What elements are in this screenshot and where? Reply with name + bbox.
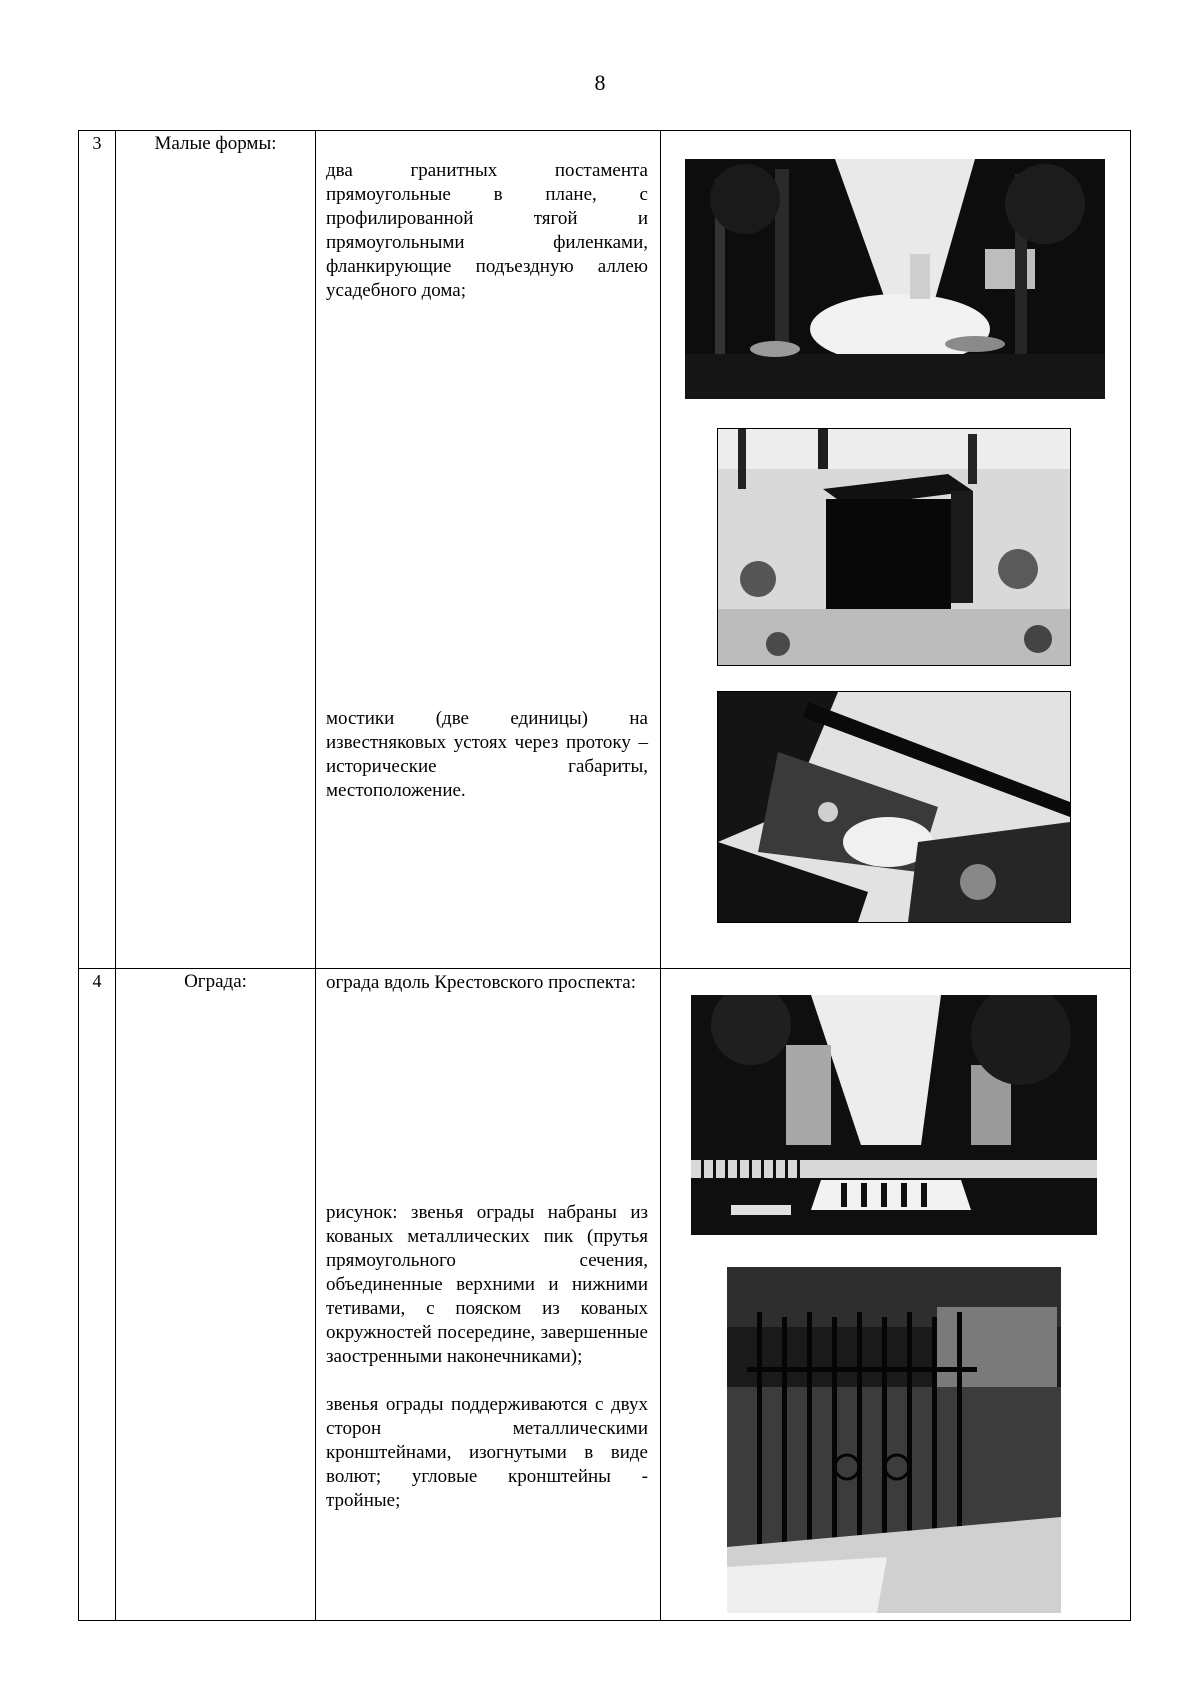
- alley-photo: [685, 159, 1105, 399]
- description-paragraph: мостики (две единицы) на известняковых устоях через протоку – исторические габариты, местоположение.: [326, 708, 648, 801]
- photo-cell: [661, 969, 1131, 1621]
- fence-detail-photo: [727, 1267, 1061, 1613]
- table-row: [79, 131, 1131, 969]
- table-row: [79, 969, 1131, 1621]
- row-description: [316, 969, 661, 1621]
- row-title: Ограда:: [116, 969, 316, 1621]
- description-paragraph: ограда вдоль Крестовского проспекта:: [326, 972, 636, 993]
- description-paragraph: звенья ограды поддерживаются с двух сторон металлическими кронштейнами, изогнутыми в виде волют; угловые кронштейны - тройные;: [326, 1394, 648, 1511]
- row-number: 4: [79, 969, 116, 1621]
- fence-street-photo: [691, 995, 1097, 1235]
- bridge-photo: [717, 691, 1071, 923]
- pedestal-photo: [717, 428, 1071, 666]
- photo-cell: [661, 131, 1131, 969]
- description-paragraph: рисунок: звенья ограды набраны из кованых металлических пик (прутья прямоугольного сечения, объединенные верхними и нижними тетивами, с пояском из кованых окружностей посередине, завершенные заостренными наконечниками);: [326, 1202, 648, 1367]
- page-number: 8: [594, 70, 606, 95]
- row-number: 3: [79, 131, 116, 969]
- description-paragraph: два гранитных постамента прямоугольные в плане, с профилированной тягой и прямоугольными филенками, фланкирующие подъездную аллею усадебного дома;: [326, 160, 648, 301]
- row-description: [316, 131, 661, 969]
- row-title: Малые формы:: [116, 131, 316, 969]
- heritage-table: [78, 130, 1131, 1621]
